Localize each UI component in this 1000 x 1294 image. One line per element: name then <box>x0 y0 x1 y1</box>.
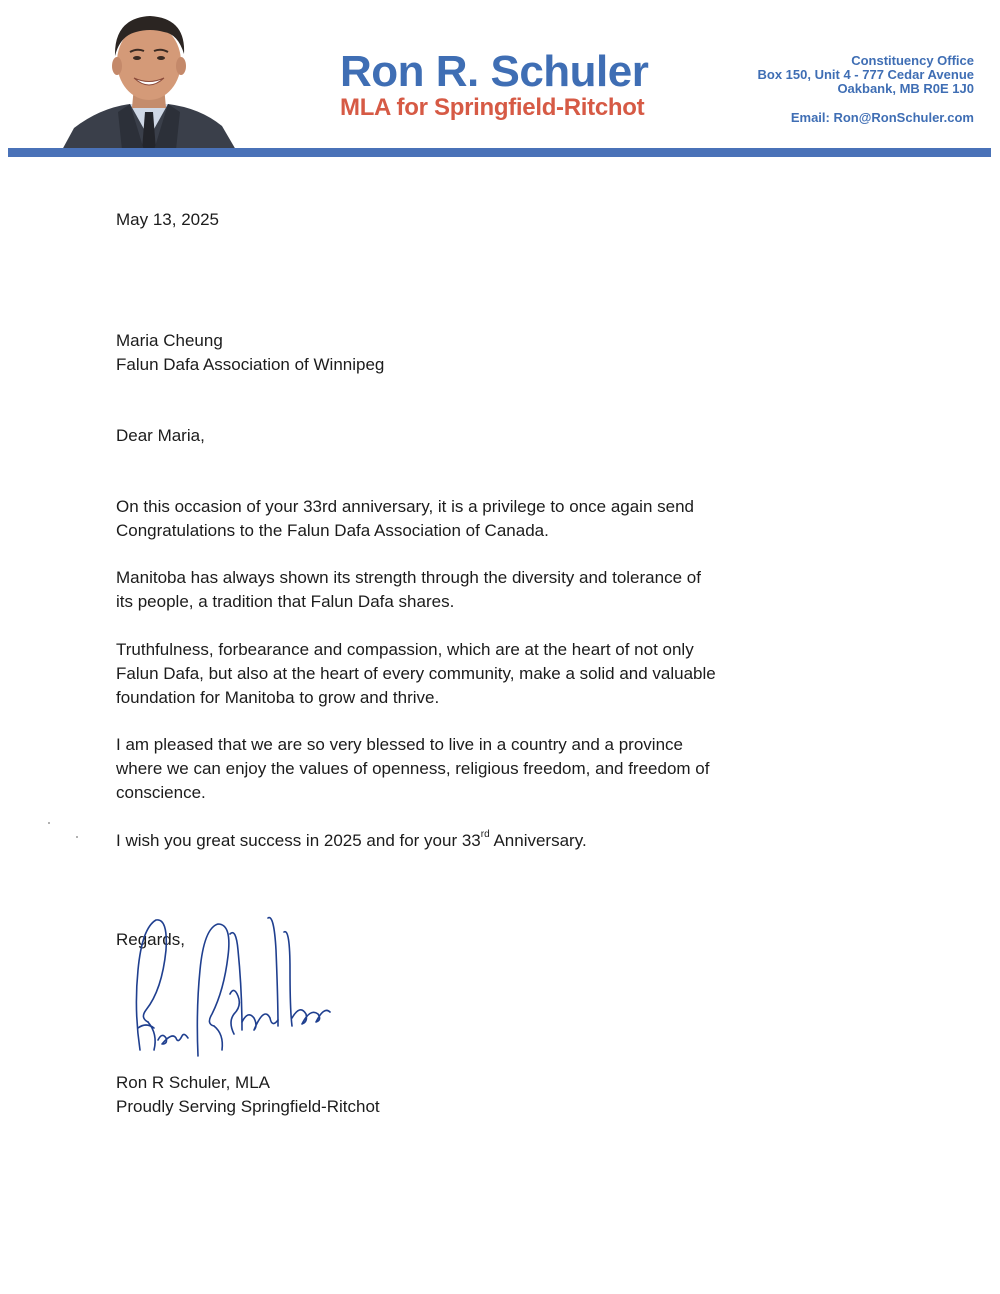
letter-date: May 13, 2025 <box>116 210 220 229</box>
portrait-photo <box>60 12 238 150</box>
closing-ordinal-suffix: rd <box>480 829 490 841</box>
office-email: Email: Ron@RonSchuler.com <box>790 110 974 125</box>
paragraph-3-line-3: foundation for Manitoba to grow and thrive. <box>116 688 440 707</box>
scan-speck <box>48 822 50 824</box>
handwritten-signature <box>118 910 338 1070</box>
closing-text: I wish you great success in 2025 and for your 33 <box>116 831 481 850</box>
paragraph-2-line-1: Manitoba has always shown its strength through the diversity and tolerance of <box>116 568 701 587</box>
letterhead-name: Ron R. Schuler <box>340 47 649 96</box>
paragraph-2-line-2: its people, a tradition that Falun Dafa shares. <box>116 592 455 611</box>
office-address-line1: Box 150, Unit 4 - 777 Cedar Avenue <box>757 67 974 82</box>
paragraph-4 <box>116 733 776 805</box>
recipient-block <box>116 329 384 377</box>
regards: Regards, <box>116 930 185 949</box>
closing-sentence <box>116 829 587 853</box>
paragraph-2 <box>116 566 776 614</box>
paragraph-1 <box>116 495 776 543</box>
paragraph-4-line-3: conscience. <box>116 783 206 802</box>
letterhead-divider <box>8 148 991 157</box>
salutation: Dear Maria, <box>116 426 205 445</box>
paragraph-1-line-1: On this occasion of your 33rd anniversary, it is a privilege to once again send <box>116 497 694 516</box>
scan-speck <box>76 836 78 838</box>
signer-tagline: Proudly Serving Springfield-Ritchot <box>116 1097 380 1116</box>
paragraph-1-line-2: Congratulations to the Falun Dafa Association of Canada. <box>116 521 549 540</box>
recipient-name: Maria Cheung <box>116 331 223 350</box>
paragraph-4-line-1: I am pleased that we are so very blessed to live in a country and a province <box>116 735 683 754</box>
recipient-organization: Falun Dafa Association of Winnipeg <box>116 355 385 374</box>
constituency-office-block <box>757 54 974 96</box>
letterhead <box>0 0 1000 162</box>
signer-block <box>116 1071 380 1119</box>
paragraph-3-line-2: Falun Dafa, but also at the heart of every community, make a solid and valuable <box>116 664 716 683</box>
paragraph-3-line-1: Truthfulness, forbearance and compassion, which are at the heart of not only <box>116 640 694 659</box>
paragraph-4-line-2: where we can enjoy the values of openness, religious freedom, and freedom of <box>116 759 710 778</box>
office-label: Constituency Office <box>851 53 974 68</box>
paragraph-3 <box>116 638 776 710</box>
office-address-line2: Oakbank, MB R0E 1J0 <box>837 81 974 96</box>
letterhead-title: MLA for Springfield-Ritchot <box>340 94 645 121</box>
closing-text-end: Anniversary. <box>489 831 587 850</box>
signer-name: Ron R Schuler, MLA <box>116 1073 271 1092</box>
